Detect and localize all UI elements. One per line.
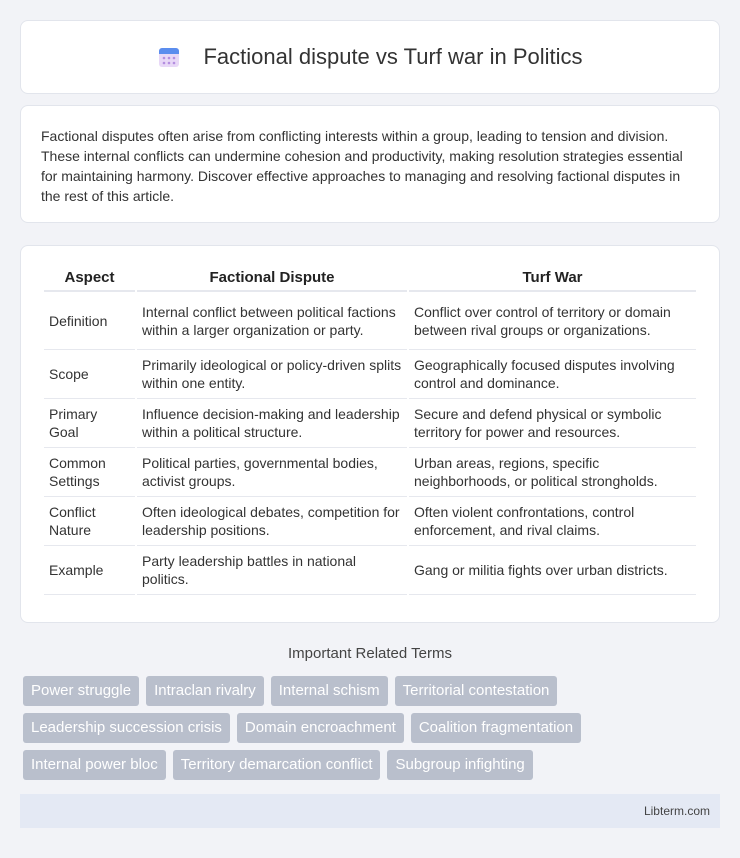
table-cell-turf-war: Often violent confrontations, control enforcement, and rival claims. — [409, 497, 696, 546]
related-term-tag[interactable]: Domain encroachment — [237, 713, 404, 743]
table-cell-aspect: Example — [44, 546, 135, 595]
comparison-table — [42, 264, 698, 595]
header-card — [20, 20, 720, 94]
intro-card — [20, 105, 720, 223]
related-terms-tags — [23, 676, 723, 787]
table-cell-factional-dispute: Primarily ideological or policy-driven splits within one entity. — [137, 350, 407, 399]
related-term-tag[interactable]: Internal power bloc — [23, 750, 166, 780]
table-row — [44, 448, 696, 497]
related-term-tag[interactable]: Territorial contestation — [395, 676, 558, 706]
related-term-tag[interactable]: Territory demarcation conflict — [173, 750, 381, 780]
related-term-tag[interactable]: Power struggle — [23, 676, 139, 706]
tag-row — [23, 676, 723, 706]
table-cell-turf-war: Secure and defend physical or symbolic territory for power and resources. — [409, 399, 696, 448]
table-cell-factional-dispute: Political parties, governmental bodies, activist groups. — [137, 448, 407, 497]
related-term-tag[interactable]: Intraclan rivalry — [146, 676, 264, 706]
related-terms-heading: Important Related Terms — [288, 645, 452, 662]
table-cell-aspect: Common Settings — [44, 448, 135, 497]
related-term-tag[interactable]: Leadership succession crisis — [23, 713, 230, 743]
related-term-tag[interactable]: Subgroup infighting — [387, 750, 532, 780]
table-row — [44, 350, 696, 399]
table-cell-factional-dispute: Influence decision-making and leadership within a political structure. — [137, 399, 407, 448]
table-cell-factional-dispute: Party leadership battles in national politics. — [137, 546, 407, 595]
table-cell-aspect: Scope — [44, 350, 135, 399]
footer-site-link[interactable]: Libterm.com — [643, 804, 710, 818]
table-cell-factional-dispute: Internal conflict between political factions within a larger organization or party. — [137, 292, 407, 350]
footer — [20, 794, 720, 828]
tag-row — [23, 713, 723, 743]
table-row — [44, 292, 696, 350]
comparison-table-card — [20, 245, 720, 623]
table-cell-turf-war: Geographically focused disputes involving control and dominance. — [409, 350, 696, 399]
table-cell-aspect: Definition — [44, 292, 135, 350]
column-header-turf-war: Turf War — [409, 264, 696, 292]
table-cell-factional-dispute: Often ideological debates, competition for leadership positions. — [137, 497, 407, 546]
table-cell-turf-war: Conflict over control of territory or domain between rival groups or organizations. — [409, 292, 696, 350]
related-term-tag[interactable]: Coalition fragmentation — [411, 713, 581, 743]
column-header-factional-dispute: Factional Dispute — [137, 264, 407, 292]
column-header-aspect: Aspect — [44, 264, 135, 292]
intro-paragraph: Factional disputes often arise from conflicting interests within a group, leading to tension and division. These internal conflicts can undermine cohesion and productivity, making resolution strategies essential for maintaining harmony. Discover effective approaches to managing and resolving factional disputes in the rest of this article. — [41, 128, 683, 204]
calendar-icon — [157, 45, 181, 69]
table-row — [44, 546, 696, 595]
related-term-tag[interactable]: Internal schism — [271, 676, 388, 706]
page-title: Factional dispute vs Turf war in Politics — [203, 44, 583, 69]
table-row — [44, 399, 696, 448]
tag-row — [23, 750, 723, 780]
table-cell-turf-war: Gang or militia fights over urban districts. — [409, 546, 696, 595]
table-header-row — [44, 264, 696, 292]
table-cell-aspect: Conflict Nature — [44, 497, 135, 546]
table-cell-turf-war: Urban areas, regions, specific neighborhoods, or political strongholds. — [409, 448, 696, 497]
table-cell-aspect: Primary Goal — [44, 399, 135, 448]
table-row — [44, 497, 696, 546]
